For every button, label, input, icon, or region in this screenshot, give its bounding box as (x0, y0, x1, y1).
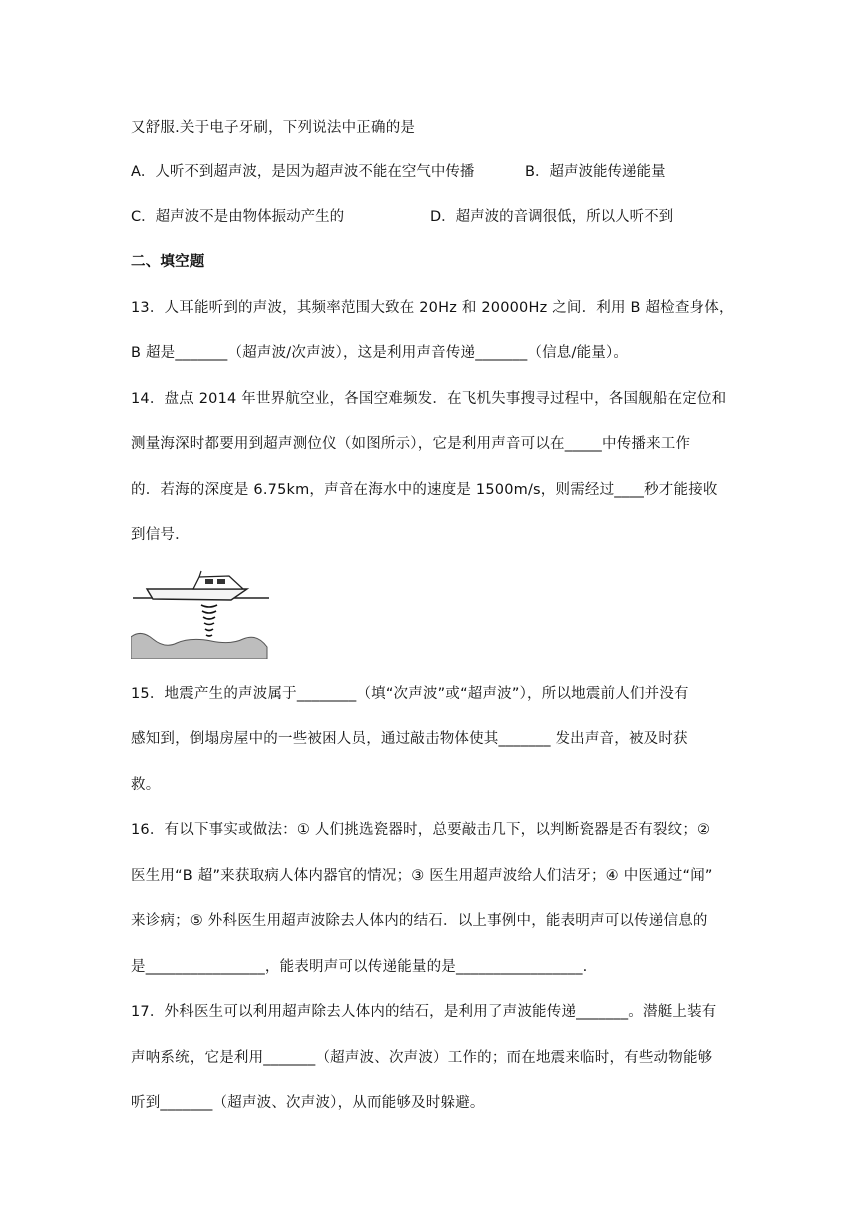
sonar-ship-figure (131, 567, 271, 659)
q14-line-2: 测量海深时都要用到超声测位仪（如图所示），它是利用声音可以在_____中传播来工作 (131, 436, 691, 452)
q12-option-d: D．超声波的音调很低，所以人听不到 (430, 209, 674, 225)
q16-line-3: 来诊病；⑤ 外科医生用超声波除去人体内的结石．以上事例中，能表明声可以传递信息的 (131, 913, 708, 929)
q17-line-2: 声呐系统，它是利用_______（超声波、次声波）工作的；而在地震来临时，有些动物能够 (131, 1050, 713, 1066)
q17-line-3: 听到_______（超声波、次声波），从而能够及时躲避。 (131, 1095, 485, 1111)
q16-line-1: 16．有以下事实或做法：① 人们挑选瓷器时，总要敲击几下，以判断瓷器是否有裂纹；② (131, 822, 711, 838)
ship-hull (147, 589, 247, 600)
q12-option-b: B．超声波能传递能量 (525, 164, 666, 180)
ship-window (205, 579, 213, 584)
q16-line-4: 是________________，能表明声可以传递能量的是_________________. (131, 959, 588, 975)
q12-option-c: C．超声波不是由物体振动产生的 (131, 209, 345, 225)
ship-mast (199, 571, 201, 577)
q17-line-1: 17．外科医生可以利用超声除去人体内的结石，是利用了声波能传递_______。潜艇上装有 (131, 1004, 717, 1020)
q12-stem-tail: 又舒服.关于电子牙刷，下列说法中正确的是 (131, 120, 416, 136)
q14-line-3: 的．若海的深度是 6.75km，声音在海水中的速度是 1500m/s，则需经过____秒才能接收 (131, 482, 718, 498)
q13-line-2: B 超是_______（超声波/次声波），这是利用声音传递_______（信息/能量）。 (131, 345, 629, 361)
ship-window (217, 579, 225, 584)
section-heading-fill-in: 二、填空题 (131, 254, 205, 270)
q12-option-a: A．人听不到超声波，是因为超声波不能在空气中传播 (131, 164, 475, 180)
q16-line-2: 医生用“B 超”来获取病人体内器官的情况；③ 医生用超声波给人们洁牙；④ 中医通过“闻” (131, 868, 713, 884)
q15-line-3: 救。 (131, 777, 161, 793)
q13-line-1: 13．人耳能听到的声波，其频率范围大致在 20Hz 和 20000Hz 之间．利用 B 超检查身体， (131, 300, 734, 316)
sea-floor (131, 633, 267, 659)
q15-line-1: 15．地震产生的声波属于________（填“次声波”或“超声波”），所以地震前人们并没有 (131, 686, 689, 702)
q14-line-4: 到信号． (131, 527, 190, 543)
q14-line-1: 14．盘点 2014 年世界航空业，各国空难频发．在飞机失事搜寻过程中，各国舰船在定位和 (131, 391, 727, 407)
sonar-waves (201, 605, 217, 636)
q15-line-2: 感知到，倒塌房屋中的一些被困人员，通过敲击物体使其_______ 发出声音，被及时获 (131, 731, 688, 747)
